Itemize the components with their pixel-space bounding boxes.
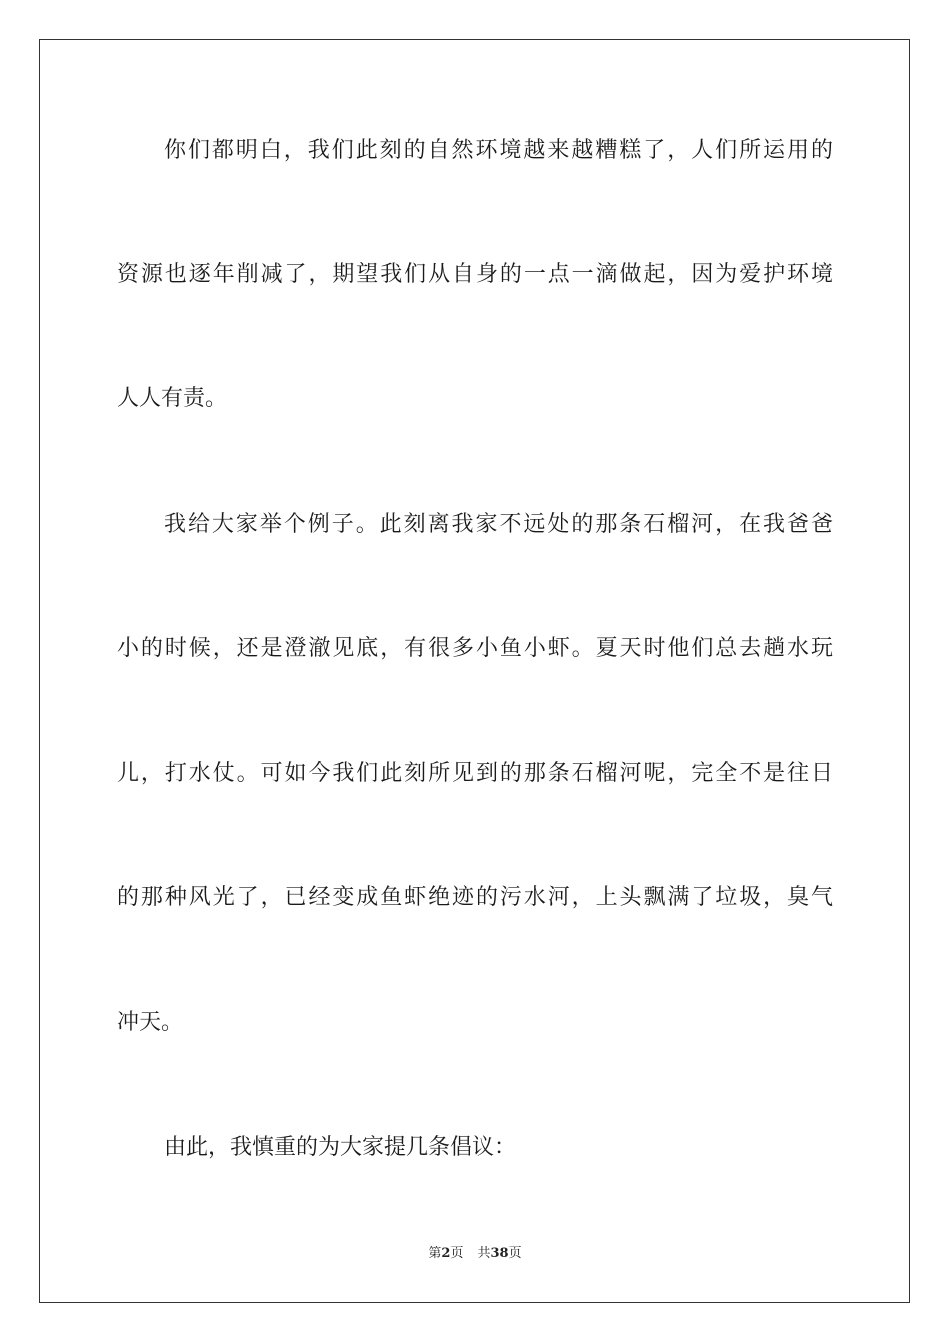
- page-frame: [39, 39, 910, 1303]
- footer-page-number: 2: [441, 1246, 451, 1261]
- footer-page-suffix: 页: [450, 1246, 464, 1261]
- paragraph-2-line-5: 冲天。: [117, 1010, 184, 1035]
- paragraph-1-line-2: 资源也逐年削减了，期望我们从自身的一点一滴做起，因为爱护环境: [117, 262, 833, 287]
- footer-page-prefix: 第: [428, 1246, 442, 1261]
- footer-total-pages: 38: [490, 1246, 509, 1261]
- paragraph-1-line-1: 你们都明白，我们此刻的自然环境越来越糟糕了，人们所运用的: [164, 138, 833, 163]
- page-footer: [0, 1245, 950, 1263]
- paragraph-3-line-1: 由此，我慎重的为大家提几条倡议：: [164, 1135, 517, 1160]
- footer-total-suffix: 页: [508, 1246, 522, 1261]
- paragraph-2-line-4: 的那种风光了，已经变成鱼虾绝迹的污水河，上头飘满了垃圾，臭气: [117, 885, 833, 910]
- paragraph-2-line-3: 儿，打水仗。可如今我们此刻所见到的那条石榴河呢，完全不是往日: [117, 761, 833, 786]
- paragraph-2-line-1: 我给大家举个例子。此刻离我家不远处的那条石榴河，在我爸爸: [164, 512, 833, 537]
- paragraph-1-line-3: 人人有责。: [117, 386, 228, 411]
- footer-total-prefix: 共: [477, 1246, 491, 1261]
- paragraph-2-line-2: 小的时候，还是澄澈见底，有很多小鱼小虾。夏天时他们总去趟水玩: [117, 636, 833, 661]
